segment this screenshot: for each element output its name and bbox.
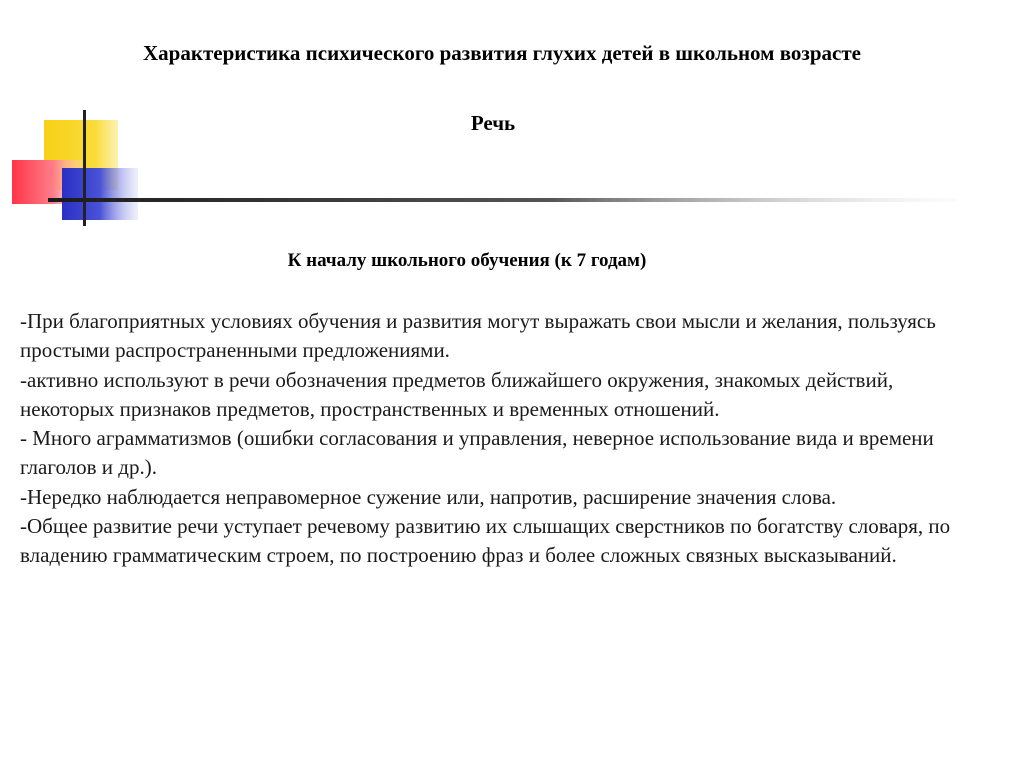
red-square [12,160,82,204]
paragraph: -Нередко наблюдается неправомерное сужение или, напротив, расширение значения слова. [20,484,837,509]
paragraph: - Много аграмматизмов (ошибки согласования и управления, неверное использование вида и времени глаголов и др.). [20,426,934,480]
paragraph: -При благоприятных условиях обучения и развития могут выражать свои мысли и желания, пользуясь простыми распространенными предложениями. [20,309,936,363]
body-text [20,307,960,571]
horizontal-line [48,198,958,202]
slide-title: Характеристика психического развития глухих детей в школьном возрасте [143,41,861,65]
paragraph: -активно используют в речи обозначения предметов ближайшего окружения, знакомых действий, некоторых признаков предметов, пространственных и временных отношений. [20,367,894,421]
subtitle: К началу школьного обучения (к 7 годам) [287,250,647,271]
paragraph: -Общее развитие речи уступает речевому развитию их слышащих сверстников по богатству словаря, по владению грамматическим строем, по построению фраз и более сложных связных высказываний. [20,514,951,568]
section-title: Речь [470,111,516,135]
blue-square [62,168,138,220]
